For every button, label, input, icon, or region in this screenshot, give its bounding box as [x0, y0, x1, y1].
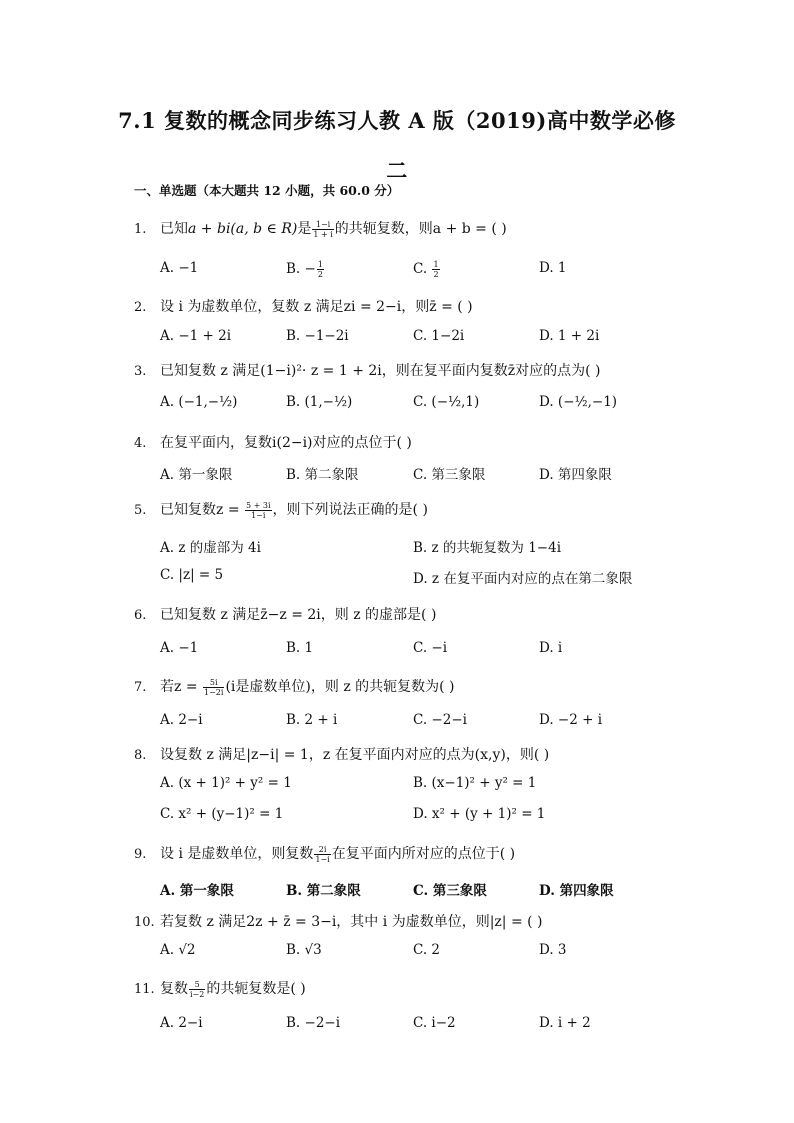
option-a: A. (x + 1)² + y² = 1	[160, 775, 292, 791]
option-b: B. 第二象限	[286, 883, 361, 899]
question-2	[134, 296, 473, 316]
math-expr: a + bi(a, b ∈ R)	[188, 221, 298, 237]
option-a: A. 2−i	[160, 712, 203, 728]
question-11	[134, 978, 306, 999]
option-c: C. |z| = 5	[160, 567, 224, 583]
option-d: D. i	[539, 640, 563, 656]
option-d: D. 第四象限	[539, 467, 612, 483]
fraction: $\frac{5i}{1-2i}$	[204, 677, 224, 697]
option-a: A. 第一象限	[160, 467, 233, 483]
question-number: 9.	[134, 847, 147, 862]
option-d: D. i + 2	[539, 1015, 591, 1031]
option-c: C. x² + (y−1)² = 1	[160, 806, 284, 822]
option-b: B. (1,−½)	[286, 394, 353, 410]
question-text: 的共轭复数是( )	[206, 981, 306, 997]
option-b: B. 1	[286, 640, 314, 656]
question-number: 5.	[134, 503, 147, 518]
question-text: 是	[297, 221, 312, 237]
question-text: 若z =	[160, 679, 203, 695]
question-text: 设 i 为虚数单位，复数 z 满足zi = 2−i，则z̄ = ( )	[160, 299, 473, 315]
question-text: 若复数 z 满足2z + z̄ = 3−i，其中 i 为虚数单位，则|z| = ( )	[160, 914, 543, 930]
question-number: 7.	[134, 680, 147, 695]
option-d: D. z 在复平面内对应的点在第二象限	[413, 571, 633, 587]
question-text: 已知复数 z 满足(1−i)²· z = 1 + 2i，则在复平面内复数z̄对应的点为( )	[160, 363, 601, 379]
question-number: 11.	[134, 982, 155, 997]
question-text: 已知复数 z 满足z̄−z = 2i，则 z 的虚部是( )	[160, 607, 437, 623]
question-3	[134, 360, 601, 380]
title-line-2: 二	[386, 158, 408, 183]
question-text: 在复平面内，复数i(2−i)对应的点位于( )	[160, 435, 412, 451]
fraction: $\frac{2i}{1-i}$	[315, 844, 330, 864]
option-b: B. 第二象限	[286, 467, 359, 483]
option-c: C. 第三象限	[413, 467, 486, 483]
option-a: A. −1	[160, 260, 199, 276]
question-number: 10.	[134, 915, 155, 930]
option-b: B. 2 + i	[286, 712, 338, 728]
option-a: A. 2−i	[160, 1015, 203, 1031]
option-a: A. √2	[160, 942, 196, 958]
question-text: 复数	[160, 981, 188, 997]
option-c: C. $\frac{1}{2}$	[413, 260, 439, 279]
question-number: 4.	[134, 436, 147, 451]
section-heading: 一、单选题（本大题共 12 小题，共 60.0 分）	[134, 183, 400, 198]
question-text: ，则下列说法正确的是( )	[272, 502, 428, 518]
option-c: C. −i	[413, 640, 448, 656]
option-d: D. x² + (y + 1)² = 1	[413, 806, 546, 822]
option-b: B. √3	[286, 942, 322, 958]
question-number: 6.	[134, 608, 147, 623]
option-b: B. − $\frac{1}{2}$	[286, 260, 323, 279]
option-d: D. 1	[539, 260, 567, 276]
question-text: (i是虚数单位)，则 z 的共轭复数为( )	[225, 679, 455, 695]
option-c: C. i−2	[413, 1015, 456, 1031]
fraction: $\frac{5 + 3i}{1-i}$	[246, 500, 271, 520]
option-d: D. (−½,−1)	[539, 394, 618, 410]
option-d: D. 1 + 2i	[539, 328, 600, 344]
option-c: C. −2−i	[413, 712, 467, 728]
question-10	[134, 911, 543, 931]
option-a: A. (−1,−½)	[160, 394, 238, 410]
option-a: A. z 的虚部为 4i	[160, 540, 261, 556]
question-8	[134, 744, 549, 764]
option-d: D. 3	[539, 942, 567, 958]
question-number: 2.	[134, 300, 147, 315]
option-a: A. 第一象限	[160, 883, 234, 899]
fraction: $\frac{5}{i-2}$	[190, 979, 205, 999]
question-text: 的共轭复数，则a + b = ( )	[334, 221, 507, 237]
question-text: 已知	[160, 221, 188, 237]
option-c: C. 1−2i	[413, 328, 465, 344]
question-6	[134, 604, 436, 624]
option-d: D. 第四象限	[539, 883, 614, 899]
option-d: D. −2 + i	[539, 712, 603, 728]
question-number: 1.	[134, 222, 147, 237]
option-a: A. −1 + 2i	[160, 328, 232, 344]
question-5	[134, 499, 428, 520]
option-c: C. 第三象限	[413, 883, 487, 899]
question-number: 8.	[134, 748, 147, 763]
question-4	[134, 432, 412, 452]
option-a: A. −1	[160, 640, 199, 656]
question-text: 已知复数z =	[160, 502, 245, 518]
question-1	[134, 218, 507, 239]
question-number: 3.	[134, 364, 147, 379]
option-c: C. 2	[413, 942, 441, 958]
question-7	[134, 676, 455, 697]
question-text: 设 i 是虚数单位，则复数	[160, 846, 314, 862]
question-9	[134, 843, 515, 864]
question-text: 设复数 z 满足|z−i| = 1，z 在复平面内对应的点为(x,y)，则( )	[160, 747, 550, 763]
title-line-1: 7.1 复数的概念同步练习人教 A 版（2019)高中数学必修	[118, 108, 676, 133]
fraction: $\frac{1-i}{1 + i}$	[313, 219, 333, 239]
question-text: 在复平面内所对应的点位于( )	[331, 846, 516, 862]
option-b: B. −2−i	[286, 1015, 341, 1031]
option-b: B. (x−1)² + y² = 1	[413, 775, 537, 791]
option-b: B. −1−2i	[286, 328, 349, 344]
option-c: C. (−½,1)	[413, 394, 480, 410]
option-b: B. z 的共轭复数为 1−4i	[413, 540, 562, 556]
